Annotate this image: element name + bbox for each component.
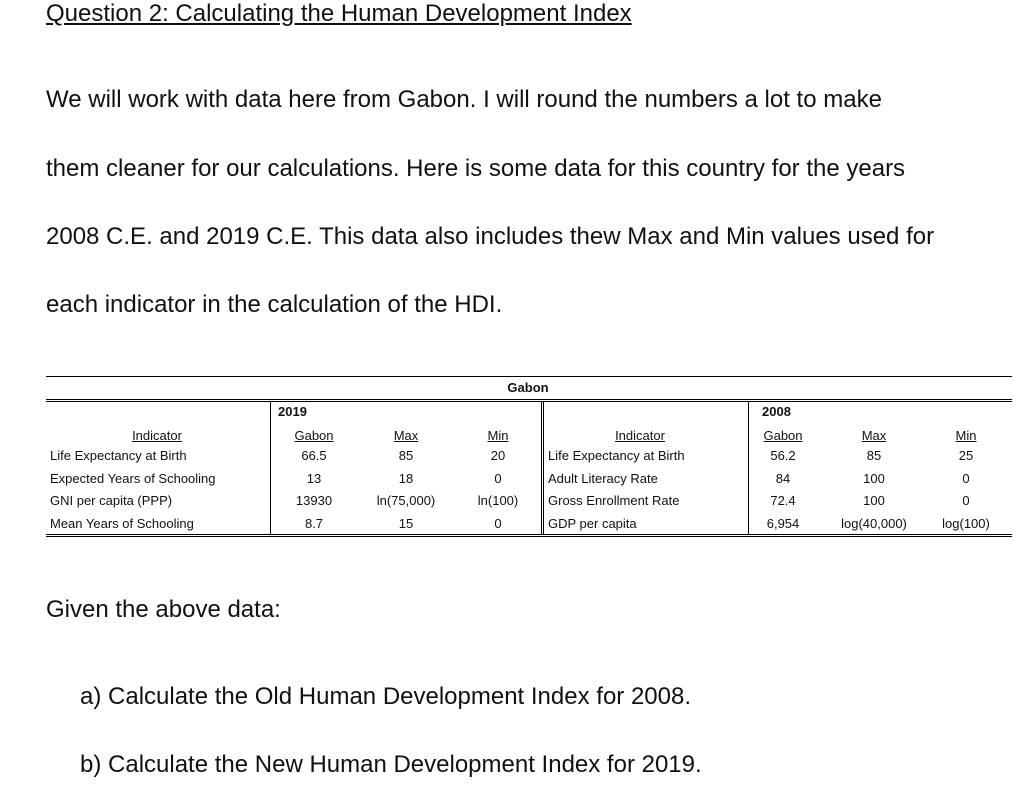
left-year: 2019 <box>278 404 307 419</box>
left-row-max: 85 <box>398 448 414 463</box>
table-bottom-rule <box>46 534 1012 535</box>
left-row-gabon: 66.5 <box>301 448 327 463</box>
paragraph-line: each indicator in the calculation of the HDI. <box>46 291 503 318</box>
right-row-min: 25 <box>958 448 974 463</box>
right-row-max: 100 <box>863 471 885 486</box>
given-text: Given the above data: <box>46 596 281 623</box>
right-row-gabon: 72.4 <box>770 493 796 508</box>
question-b: b) Calculate the New Human Development Index for 2019. <box>80 751 702 778</box>
left-header-max: Max <box>393 428 419 443</box>
left-row-min: 20 <box>490 448 506 463</box>
column-separator <box>541 401 542 535</box>
left-row-gabon: 13930 <box>295 493 333 508</box>
right-header-min: Min <box>955 428 977 443</box>
table-bottom-rule-double <box>46 536 1012 537</box>
caption-rule-double <box>46 401 1012 402</box>
paragraph-line: them cleaner for our calculations. Here is some data for this country for the years <box>46 155 906 182</box>
right-row-max: log(40,000) <box>841 516 907 531</box>
left-row-min: ln(100) <box>477 493 519 508</box>
column-separator <box>543 401 544 535</box>
left-row-gabon: 13 <box>306 471 322 486</box>
left-header-min: Min <box>487 428 509 443</box>
right-header-indicator: Indicator <box>615 428 665 443</box>
right-row-min: 0 <box>962 493 970 508</box>
left-header-indicator: Indicator <box>132 428 182 443</box>
left-row-min: 0 <box>494 471 502 486</box>
left-row-max: ln(75,000) <box>376 493 436 508</box>
right-row-indicator: Gross Enrollment Rate <box>548 493 680 508</box>
paragraph-line: We will work with data here from Gabon. I will round the numbers a lot to make <box>46 86 882 113</box>
right-row-gabon: 6,954 <box>766 516 800 531</box>
question-a: a) Calculate the Old Human Development Index for 2008. <box>80 683 692 710</box>
right-row-min: 0 <box>962 471 970 486</box>
right-row-gabon: 56.2 <box>770 448 796 463</box>
right-header-gabon: Gabon <box>763 428 803 443</box>
left-row-gabon: 8.7 <box>304 516 324 531</box>
column-separator <box>270 401 271 535</box>
right-row-max: 100 <box>863 493 885 508</box>
left-row-indicator: Mean Years of Schooling <box>50 516 194 531</box>
caption-rule <box>46 399 1012 400</box>
left-row-max: 15 <box>398 516 414 531</box>
left-header-gabon: Gabon <box>294 428 334 443</box>
left-row-min: 0 <box>494 516 502 531</box>
table-caption: Gabon <box>507 380 549 395</box>
left-row-indicator: Expected Years of Schooling <box>50 471 216 486</box>
right-row-gabon: 84 <box>775 471 791 486</box>
column-separator <box>748 401 749 535</box>
right-row-indicator: GDP per capita <box>548 516 637 531</box>
right-header-max: Max <box>861 428 887 443</box>
right-row-indicator: Adult Literacy Rate <box>548 471 658 486</box>
left-row-max: 18 <box>398 471 414 486</box>
left-row-indicator: GNI per capita (PPP) <box>50 493 173 508</box>
left-row-indicator: Life Expectancy at Birth <box>50 448 187 463</box>
paragraph-line: 2008 C.E. and 2019 C.E. This data also includes thew Max and Min values used for <box>46 223 935 250</box>
right-row-indicator: Life Expectancy at Birth <box>548 448 685 463</box>
right-row-max: 85 <box>866 448 882 463</box>
right-row-min: log(100) <box>942 516 990 531</box>
question-title: Question 2: Calculating the Human Development Index <box>46 0 632 27</box>
right-year: 2008 <box>762 404 791 419</box>
table-top-rule <box>46 376 1012 377</box>
